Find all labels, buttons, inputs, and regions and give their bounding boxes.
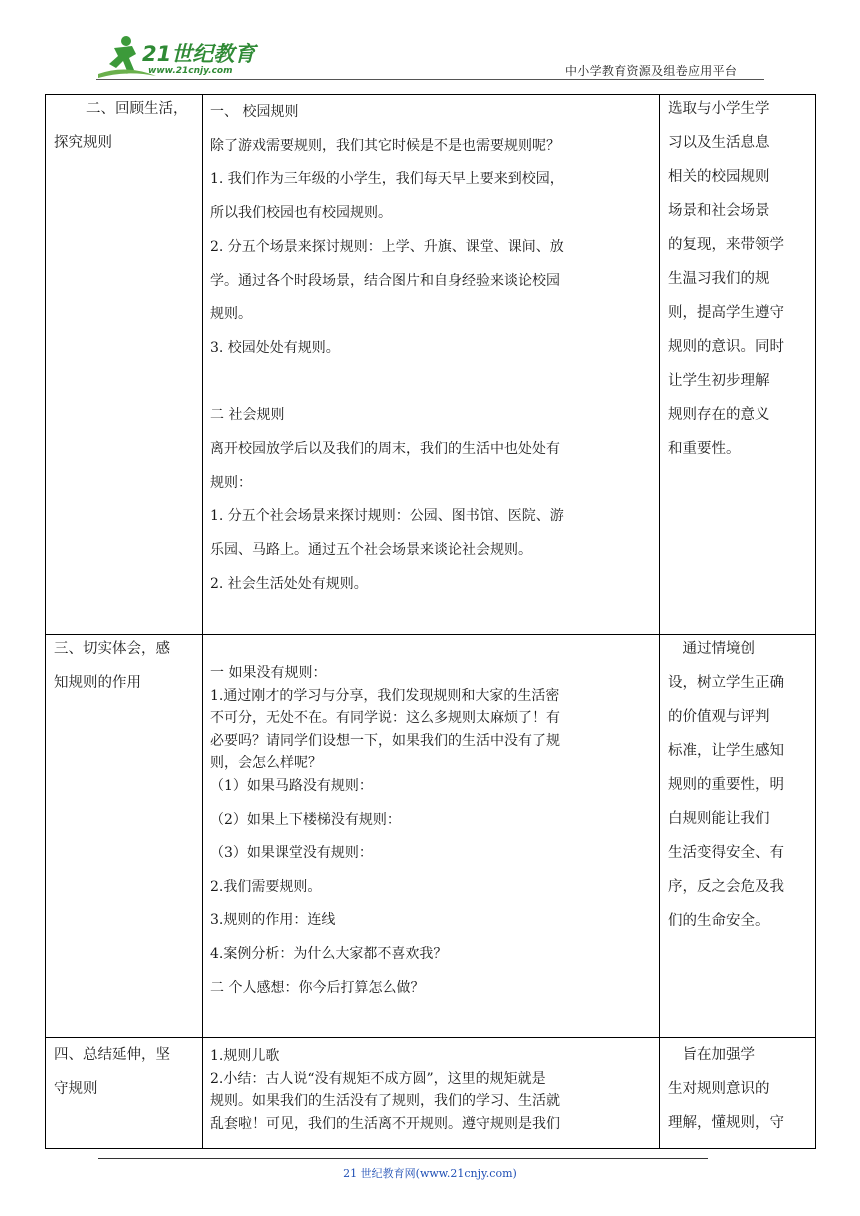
content-line: 则，会怎么样呢？ xyxy=(210,755,322,771)
intent-cell xyxy=(668,632,808,938)
content-cell xyxy=(210,662,655,775)
content-line: 所以我们校园也有校园规则。 xyxy=(210,205,392,222)
content-line: 1. 分五个社会场景来探讨规则：公园、图书馆、医院、游 xyxy=(210,508,564,525)
logo-title: 21世纪教育 xyxy=(142,42,256,66)
content-line: 1.通过刚才的学习与分享，我们发现规则和大家的生活密 xyxy=(210,687,560,704)
content-line: 一 如果没有规则： xyxy=(210,665,327,681)
content-line: 离开校园放学后以及我们的周末，我们的生活中也处处有 xyxy=(210,441,560,458)
content-line: 乱套啦！可见，我们的生活离不开规则。遵守规则是我们 xyxy=(210,1115,560,1132)
intent-line: 理解，懂规则，守 xyxy=(668,1115,784,1131)
content-line: 乐园、马路上。通过五个社会场景来谈论社会规则。 xyxy=(210,542,532,559)
intent-line: 通过情境创 xyxy=(668,641,755,657)
content-line: 1. 我们作为三年级的小学生，我们每天早上要来到校园， xyxy=(210,171,564,188)
intent-line: 旨在加强学 xyxy=(668,1047,755,1063)
phase-cell xyxy=(54,1038,200,1106)
intent-line: 标准，让学生感知 xyxy=(668,743,784,759)
content-line: 学。通过各个时段场景，结合图片和自身经验来谈论校园 xyxy=(210,272,560,289)
intent-line: 生温习我们的规 xyxy=(668,271,770,287)
content-line: 二 个人感想：你今后打算怎么做？ xyxy=(210,979,425,996)
content-line: 3.规则的作用：连线 xyxy=(210,912,336,929)
intent-cell xyxy=(668,1038,808,1140)
phase-cell xyxy=(54,632,200,700)
table-border-left xyxy=(45,94,46,1149)
content-line: 2.小结：古人说“没有规矩不成方圆”，这里的规矩就是 xyxy=(210,1070,546,1087)
content-line: （1）如果马路没有规则： xyxy=(210,778,373,794)
intent-line: 习以及生活息息 xyxy=(668,135,770,151)
content-line: 3. 校园处处有规则。 xyxy=(210,339,340,356)
intent-line: 们的生命安全。 xyxy=(668,913,770,929)
intent-line: 设，树立学生正确 xyxy=(668,675,784,691)
content-line: 规则。 xyxy=(210,306,252,323)
content-cell xyxy=(210,96,655,602)
content-line: 4.案例分析：为什么大家都不喜欢我？ xyxy=(210,945,448,962)
content-line: 规则。如果我们的生活没有了规则，我们的学习、生活就 xyxy=(210,1093,560,1109)
intent-line: 和重要性。 xyxy=(668,441,741,457)
footer-divider xyxy=(98,1158,708,1159)
platform-name: 中小学教育资源及组卷应用平台 xyxy=(565,64,738,78)
content-line: 2. 社会生活处处有规则。 xyxy=(210,575,368,592)
intent-line: 规则存在的意义 xyxy=(668,407,770,423)
content-line: （3）如果课堂没有规则： xyxy=(210,845,373,862)
content-cell xyxy=(210,770,655,1005)
content-line: 除了游戏需要规则，我们其它时候是不是也需要规则呢？ xyxy=(210,137,560,154)
intent-line: 相关的校园规则 xyxy=(668,169,770,185)
phase-cell xyxy=(54,92,200,160)
phase-title-line: 二、回顾生活， xyxy=(86,101,188,117)
content-line: 必要吗？请同学们设想一下，如果我们的生活中没有了规 xyxy=(210,732,560,749)
table-divider-col2 xyxy=(659,94,660,1149)
header-divider xyxy=(96,79,764,80)
footer-link[interactable]: 21 世纪教育网(www.21cnjy.com) xyxy=(343,1167,517,1180)
content-line: 二 社会规则 xyxy=(210,407,285,424)
intent-line: 的复现，来带领学 xyxy=(668,237,784,253)
intent-line: 白规则能让我们 xyxy=(668,811,770,827)
content-blank-line xyxy=(210,366,655,400)
intent-line: 则，提高学生遵守 xyxy=(668,305,784,321)
phase-title-line: 探究规则 xyxy=(54,135,112,151)
intent-line: 让学生初步理解 xyxy=(668,373,770,389)
intent-line: 生活变得安全、有 xyxy=(668,845,784,861)
site-logo[interactable] xyxy=(96,34,276,82)
intent-line: 选取与小学生学 xyxy=(668,101,770,117)
content-line: 不可分，无处不在。有同学说：这么多规则太麻烦了！有 xyxy=(210,710,560,726)
intent-line: 的价值观与评判 xyxy=(668,709,770,725)
table-divider-col1 xyxy=(202,94,203,1149)
phase-title-line: 三、切实体会，感 xyxy=(54,641,170,657)
content-line: 2. 分五个场景来探讨规则：上学、升旗、课堂、课间、放 xyxy=(210,238,564,255)
intent-line: 序，反之会危及我 xyxy=(668,879,784,895)
table-border-bottom xyxy=(45,1148,816,1149)
intent-cell xyxy=(668,92,808,466)
content-line: 1.规则儿歌 xyxy=(210,1048,280,1064)
phase-title-line: 四、总结延伸，坚 xyxy=(54,1047,170,1063)
logo-url: www.21cnjy.com xyxy=(148,66,233,76)
content-line: 一、 校园规则 xyxy=(210,104,299,120)
intent-line: 规则的重要性，明 xyxy=(668,777,784,793)
content-cell xyxy=(210,1045,655,1135)
content-line: 2.我们需要规则。 xyxy=(210,878,322,895)
phase-title-line: 知规则的作用 xyxy=(54,675,141,691)
intent-line: 生对规则意识的 xyxy=(668,1081,770,1097)
intent-line: 场景和社会场景 xyxy=(668,203,770,219)
intent-line: 规则的意识。同时 xyxy=(668,339,784,355)
table-border-right xyxy=(815,94,816,1149)
content-line: 规则： xyxy=(210,474,252,491)
phase-title-line: 守规则 xyxy=(54,1081,98,1097)
content-line: （2）如果上下楼梯没有规则： xyxy=(210,811,401,828)
